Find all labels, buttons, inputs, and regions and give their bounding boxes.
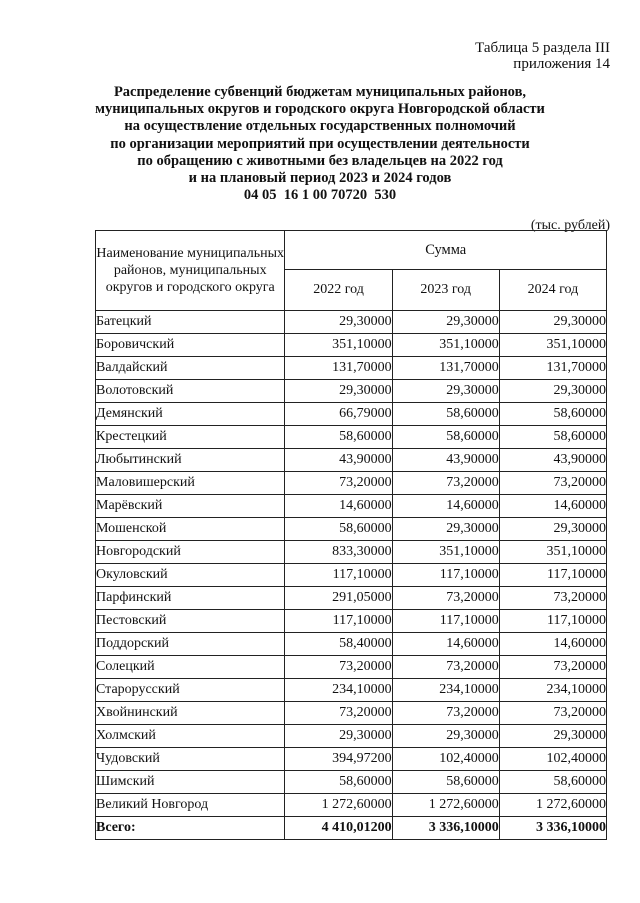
title-line: муниципальных округов и городского округа Новгородской области bbox=[95, 101, 545, 118]
amount-cell: 58,60000 bbox=[392, 426, 499, 449]
amount-cell: 73,20000 bbox=[392, 702, 499, 725]
column-header-name: Наименование муниципальных районов, муниципальных округов и городского округа bbox=[96, 231, 285, 311]
table-row bbox=[96, 472, 607, 495]
table-row bbox=[96, 633, 607, 656]
amount-cell: 1 272,60000 bbox=[499, 794, 606, 817]
table-row bbox=[96, 311, 607, 334]
amount-cell: 58,60000 bbox=[392, 403, 499, 426]
total-row bbox=[96, 817, 607, 840]
table-row bbox=[96, 725, 607, 748]
table-reference bbox=[475, 40, 610, 72]
district-name: Демянский bbox=[96, 403, 285, 426]
amount-cell: 1 272,60000 bbox=[392, 794, 499, 817]
title-line: Распределение субвенций бюджетам муниципальных районов, bbox=[113, 84, 527, 100]
amount-cell: 58,60000 bbox=[499, 403, 606, 426]
district-name: Крестецкий bbox=[96, 426, 285, 449]
amount-cell: 833,30000 bbox=[285, 541, 392, 564]
amount-cell: 73,20000 bbox=[285, 472, 392, 495]
table-row bbox=[96, 748, 607, 771]
amount-cell: 58,60000 bbox=[499, 426, 606, 449]
units-label: (тыс. рублей) bbox=[530, 218, 610, 233]
district-name: Шимский bbox=[96, 771, 285, 794]
district-name: Мошенской bbox=[96, 518, 285, 541]
title-line: по обращению с животными без владельцев на 2022 год bbox=[137, 152, 503, 169]
title-line: и на плановый период 2023 и 2024 годов bbox=[188, 170, 452, 187]
amount-cell: 14,60000 bbox=[285, 495, 392, 518]
amount-cell: 29,30000 bbox=[499, 380, 606, 403]
subsidy-table bbox=[95, 230, 607, 840]
amount-cell: 29,30000 bbox=[392, 518, 499, 541]
district-name: Хвойнинский bbox=[96, 702, 285, 725]
table-row bbox=[96, 518, 607, 541]
amount-cell: 29,30000 bbox=[392, 725, 499, 748]
table-row bbox=[96, 794, 607, 817]
amount-cell: 29,30000 bbox=[499, 725, 606, 748]
amount-cell: 117,10000 bbox=[499, 564, 606, 587]
table-row bbox=[96, 587, 607, 610]
amount-cell: 14,60000 bbox=[392, 495, 499, 518]
amount-cell: 43,90000 bbox=[499, 449, 606, 472]
column-header-2023: 2023 год bbox=[392, 270, 499, 311]
amount-cell: 73,20000 bbox=[392, 656, 499, 679]
district-name: Боровичский bbox=[96, 334, 285, 357]
district-name: Холмский bbox=[96, 725, 285, 748]
table-row bbox=[96, 702, 607, 725]
table-row bbox=[96, 449, 607, 472]
amount-cell: 102,40000 bbox=[499, 748, 606, 771]
total-label: Всего: bbox=[96, 817, 285, 840]
district-name: Батецкий bbox=[96, 311, 285, 334]
column-header-sum: Сумма bbox=[285, 231, 607, 270]
amount-cell: 234,10000 bbox=[499, 679, 606, 702]
district-name: Поддорский bbox=[96, 633, 285, 656]
amount-cell: 73,20000 bbox=[499, 702, 606, 725]
district-name: Парфинский bbox=[96, 587, 285, 610]
amount-cell: 73,20000 bbox=[285, 656, 392, 679]
district-name: Любытинский bbox=[96, 449, 285, 472]
table-reference-line1: Таблица 5 раздела III bbox=[475, 40, 610, 56]
district-name: Пестовский bbox=[96, 610, 285, 633]
amount-cell: 58,60000 bbox=[285, 771, 392, 794]
column-header-2022: 2022 год bbox=[285, 270, 392, 311]
table-row bbox=[96, 357, 607, 380]
amount-cell: 29,30000 bbox=[285, 380, 392, 403]
district-name: Чудовский bbox=[96, 748, 285, 771]
table-reference-line2: приложения 14 bbox=[513, 56, 610, 72]
amount-cell: 131,70000 bbox=[285, 357, 392, 380]
table-row bbox=[96, 495, 607, 518]
amount-cell: 14,60000 bbox=[499, 633, 606, 656]
amount-cell: 58,60000 bbox=[499, 771, 606, 794]
amount-cell: 394,97200 bbox=[285, 748, 392, 771]
district-name: Валдайский bbox=[96, 357, 285, 380]
amount-cell: 66,79000 bbox=[285, 403, 392, 426]
amount-cell: 73,20000 bbox=[285, 702, 392, 725]
district-name: Волотовский bbox=[96, 380, 285, 403]
district-name: Новгородский bbox=[96, 541, 285, 564]
title-line: по организации мероприятий при осуществлении деятельности bbox=[110, 135, 530, 152]
amount-cell: 234,10000 bbox=[285, 679, 392, 702]
amount-cell: 131,70000 bbox=[499, 357, 606, 380]
table-row bbox=[96, 541, 607, 564]
amount-cell: 43,90000 bbox=[392, 449, 499, 472]
table-row bbox=[96, 403, 607, 426]
table-row bbox=[96, 334, 607, 357]
column-header-2024: 2024 год bbox=[499, 270, 606, 311]
amount-cell: 29,30000 bbox=[392, 311, 499, 334]
table-row bbox=[96, 656, 607, 679]
amount-cell: 29,30000 bbox=[285, 311, 392, 334]
amount-cell: 14,60000 bbox=[392, 633, 499, 656]
amount-cell: 1 272,60000 bbox=[285, 794, 392, 817]
table-row bbox=[96, 426, 607, 449]
table-row bbox=[96, 610, 607, 633]
amount-cell: 14,60000 bbox=[499, 495, 606, 518]
amount-cell: 117,10000 bbox=[499, 610, 606, 633]
amount-cell: 29,30000 bbox=[392, 380, 499, 403]
title-line: на осуществление отдельных государственных полномочий bbox=[124, 118, 516, 135]
district-name: Солецкий bbox=[96, 656, 285, 679]
amount-cell: 58,60000 bbox=[285, 426, 392, 449]
amount-cell: 73,20000 bbox=[392, 472, 499, 495]
amount-cell: 58,40000 bbox=[285, 633, 392, 656]
amount-cell: 351,10000 bbox=[499, 541, 606, 564]
table-row bbox=[96, 679, 607, 702]
title-line: 04 05 16 1 00 70720 530 bbox=[243, 187, 397, 204]
district-name: Марёвский bbox=[96, 495, 285, 518]
amount-cell: 58,60000 bbox=[285, 518, 392, 541]
table-row bbox=[96, 380, 607, 403]
district-name: Старорусский bbox=[96, 679, 285, 702]
amount-cell: 351,10000 bbox=[499, 334, 606, 357]
table-row bbox=[96, 771, 607, 794]
amount-cell: 29,30000 bbox=[499, 311, 606, 334]
district-name: Окуловский bbox=[96, 564, 285, 587]
amount-cell: 73,20000 bbox=[499, 472, 606, 495]
amount-cell: 29,30000 bbox=[285, 725, 392, 748]
amount-cell: 117,10000 bbox=[392, 610, 499, 633]
district-name: Великий Новгород bbox=[96, 794, 285, 817]
document-title bbox=[0, 84, 640, 204]
total-amount-cell: 3 336,10000 bbox=[499, 817, 606, 840]
amount-cell: 29,30000 bbox=[499, 518, 606, 541]
amount-cell: 351,10000 bbox=[392, 334, 499, 357]
amount-cell: 102,40000 bbox=[392, 748, 499, 771]
table-row bbox=[96, 564, 607, 587]
amount-cell: 73,20000 bbox=[392, 587, 499, 610]
amount-cell: 117,10000 bbox=[285, 564, 392, 587]
amount-cell: 117,10000 bbox=[285, 610, 392, 633]
total-amount-cell: 3 336,10000 bbox=[392, 817, 499, 840]
amount-cell: 43,90000 bbox=[285, 449, 392, 472]
amount-cell: 73,20000 bbox=[499, 656, 606, 679]
amount-cell: 291,05000 bbox=[285, 587, 392, 610]
amount-cell: 131,70000 bbox=[392, 357, 499, 380]
district-name: Маловишерский bbox=[96, 472, 285, 495]
amount-cell: 117,10000 bbox=[392, 564, 499, 587]
amount-cell: 234,10000 bbox=[392, 679, 499, 702]
amount-cell: 58,60000 bbox=[392, 771, 499, 794]
amount-cell: 73,20000 bbox=[499, 587, 606, 610]
amount-cell: 351,10000 bbox=[392, 541, 499, 564]
amount-cell: 351,10000 bbox=[285, 334, 392, 357]
total-amount-cell: 4 410,01200 bbox=[285, 817, 392, 840]
